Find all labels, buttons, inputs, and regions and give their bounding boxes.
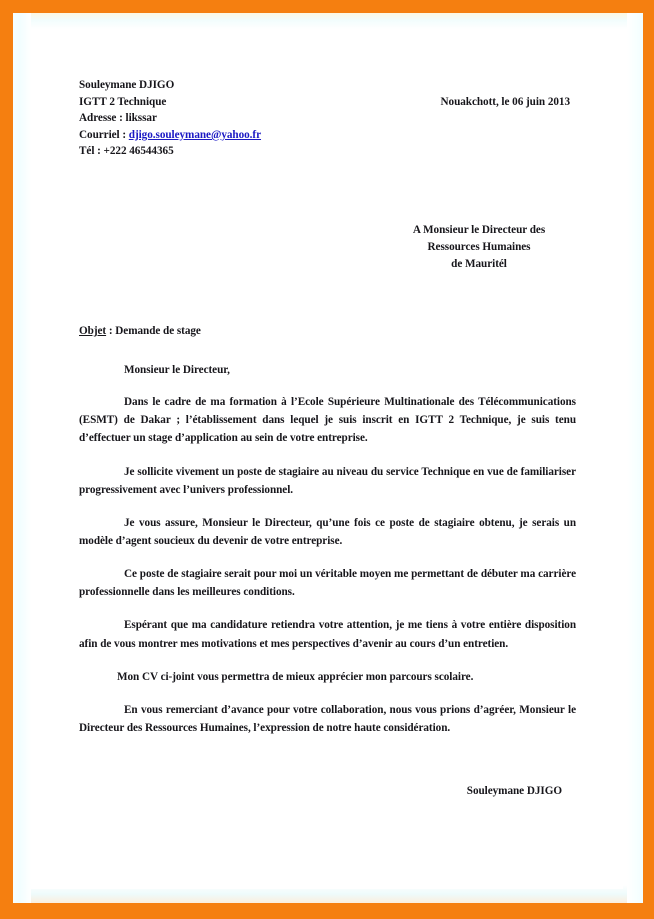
- sender-email-label: Courriel :: [79, 128, 129, 141]
- salutation: Monsieur le Directeur,: [124, 363, 230, 376]
- recipient-line-2: Ressources Humaines: [427, 240, 531, 253]
- subject-value: : Demande de stage: [106, 324, 201, 337]
- body-paragraph-6: Mon CV ci-joint vous permettra de mieux apprécier mon parcours scolaire.: [117, 670, 474, 683]
- sender-phone: Tél : +222 46544365: [79, 145, 174, 158]
- sender-program: IGTT 2 Technique: [79, 95, 167, 108]
- sender-email-row: [79, 127, 379, 144]
- sender-email-link[interactable]: djigo.souleymane@yahoo.fr: [128, 128, 262, 141]
- frame-border-top: [0, 0, 654, 13]
- subject-label: Objet: [79, 324, 107, 337]
- body-paragraph-4: Ce poste de stagiaire serait pour moi un véritable moyen me permettant de débuter ma carrière professionnelle dans les meilleures conditions.: [79, 568, 576, 599]
- frame-border-right: [643, 0, 654, 919]
- signature-name: Souleymane DJIGO: [466, 785, 562, 798]
- scan-halo-top: [13, 13, 643, 29]
- recipient-line-1: A Monsieur le Directeur des: [412, 223, 546, 236]
- recipient-line-3: de Mauritél: [451, 257, 507, 270]
- sender-address: Adresse : likssar: [79, 112, 157, 125]
- letter-content: [79, 77, 576, 800]
- letter-sheet: [31, 29, 623, 889]
- header-row: [79, 77, 576, 160]
- subject-line: [79, 323, 576, 340]
- body-paragraph-7: En vous remerciant d’avance pour votre collaboration, nous vous prions d’agréer, Monsieur le Directeur des Ressources Humaines, l’expression de notre haute considération.: [79, 703, 576, 734]
- body-paragraph-3: Je vous assure, Monsieur le Directeur, qu’une fois ce poste de stagiaire obtenu, je serais un modèle d’agent soucieux du devenir de votre entreprise.: [79, 516, 576, 547]
- scan-halo-left: [13, 13, 31, 903]
- body-paragraph-5: Espérant que ma candidature retiendra votre attention, je me tiens à votre entière disposition afin de vous montrer mes motivations et mes perspectives d’avenir au cours d’un entretien.: [79, 619, 576, 650]
- date-line: Nouakchott, le 06 juin 2013: [440, 96, 570, 108]
- frame-border-bottom: [0, 903, 654, 919]
- body-paragraph-1: Dans le cadre de ma formation à l’Ecole Supérieure Multinationale des Télécommunications (ESMT) de Dakar ; l’établissement dans lequel je suis inscrit en IGTT 2 Technique, je suis tenu d’effectuer un stage d’application au sein de votre entreprise.: [79, 396, 576, 445]
- body-paragraph-2: Je sollicite vivement un poste de stagiaire au niveau du service Technique en vue de familiariser progressivement avec l’univers professionnel.: [79, 465, 576, 496]
- sender-block: [79, 77, 379, 160]
- sender-name: Souleymane DJIGO: [79, 79, 175, 91]
- recipient-block: [379, 222, 579, 273]
- frame-border-left: [0, 0, 13, 919]
- scan-halo-right: [627, 13, 643, 903]
